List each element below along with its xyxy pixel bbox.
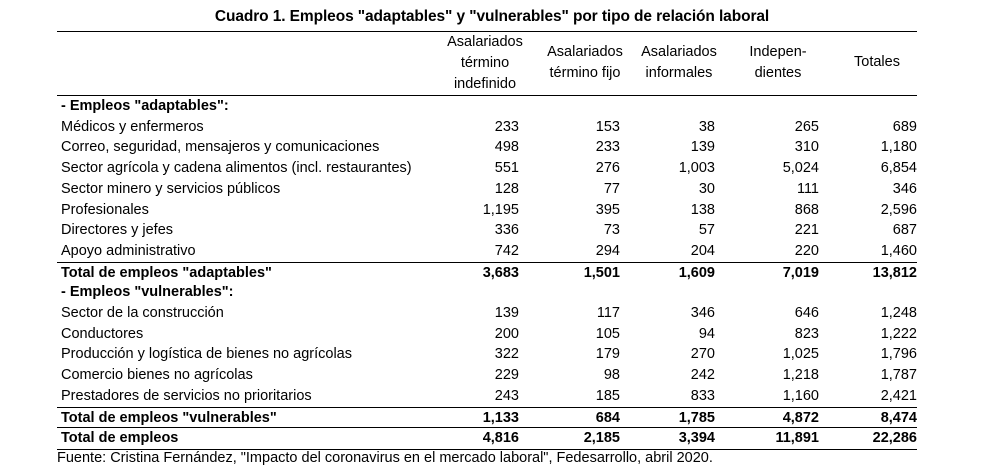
section-adaptables (57, 96, 917, 117)
total-adaptables-row-value-2: 1,609 (678, 264, 715, 281)
table-row-value-3: 310 (794, 139, 819, 156)
table-row-label: Apoyo administrativo (61, 242, 196, 259)
table-row-value-1: 395 (595, 201, 620, 218)
table-row (57, 158, 917, 179)
total-vulnerables-row-value-4: 8,474 (880, 409, 917, 426)
table-row-value-2: 270 (690, 346, 715, 363)
table-row (57, 137, 917, 158)
table-row-value-2: 38 (698, 118, 715, 135)
grand-total-row-value-1: 2,185 (583, 430, 620, 447)
grand-total-row-value-0: 4,816 (482, 430, 519, 447)
total-adaptables-row-value-4: 13,812 (872, 264, 917, 281)
table-row-value-0: 128 (494, 180, 519, 197)
table-row (57, 179, 917, 200)
total-adaptables-row-value-3: 7,019 (782, 264, 819, 281)
table-row (57, 386, 917, 407)
header-col-fijo: Asalariados término fijo (547, 44, 623, 81)
table-row-label: Comercio bienes no agrícolas (61, 367, 253, 384)
table-row-value-2: 57 (698, 222, 715, 239)
table-row-value-3: 220 (794, 242, 819, 259)
table-row-value-0: 336 (494, 222, 519, 239)
table-row-value-4: 346 (892, 180, 917, 197)
header-col-independientes: Indepen- dientes (749, 44, 807, 81)
table-row-value-2: 833 (690, 387, 715, 404)
table-row-value-0: 498 (494, 139, 519, 156)
total-vulnerables-row-value-3: 4,872 (782, 409, 819, 426)
total-vulnerables-row-value-1: 684 (595, 409, 620, 426)
total-adaptables-row-value-0: 3,683 (482, 264, 519, 281)
section-adaptables-label: - Empleos "adaptables": (61, 98, 229, 114)
table-row-value-3: 823 (794, 325, 819, 342)
table-row (57, 117, 917, 138)
table-row-value-0: 322 (494, 346, 519, 363)
table-row-label: Directores y jefes (61, 222, 174, 239)
section-vulnerables (57, 282, 917, 303)
header-col-indefinido: Asalariados término indefinido (447, 34, 523, 92)
table-row-value-3: 1,160 (782, 387, 819, 404)
table-row-value-0: 200 (494, 325, 519, 342)
total-adaptables-row-label: Total de empleos "adaptables" (61, 264, 272, 281)
table-row-value-4: 1,796 (880, 346, 917, 363)
table-row-value-1: 179 (595, 346, 620, 363)
table-row-value-0: 1,195 (482, 201, 519, 218)
table-row (57, 303, 917, 324)
table-row-value-0: 742 (494, 242, 519, 259)
table-row-value-4: 2,596 (880, 201, 917, 218)
table-row-value-1: 73 (603, 222, 620, 239)
total-vulnerables-row-value-2: 1,785 (678, 409, 715, 426)
grand-total-row-value-3: 11,891 (775, 430, 819, 447)
table-row (57, 241, 917, 262)
table-row-value-4: 1,460 (880, 242, 917, 259)
table-row-value-4: 1,222 (880, 325, 917, 342)
table-row-value-1: 98 (603, 367, 620, 384)
table-row-value-3: 1,025 (782, 346, 819, 363)
table-row-value-0: 233 (494, 118, 519, 135)
table-row-value-3: 111 (796, 180, 819, 197)
table-row-value-2: 138 (690, 201, 715, 218)
table-row-label: Médicos y enfermeros (61, 118, 204, 135)
table-row-value-4: 687 (892, 222, 917, 239)
table-row-value-2: 30 (698, 180, 715, 197)
table-row (57, 324, 917, 345)
total-adaptables-row-value-1: 1,501 (583, 264, 620, 281)
table-row-label: Conductores (61, 325, 144, 342)
table-row-value-1: 276 (595, 160, 620, 177)
table-row-value-2: 94 (698, 325, 715, 342)
table-row-value-1: 105 (595, 325, 620, 342)
table-row-value-3: 265 (794, 118, 819, 135)
table-row-label: Producción y logística de bienes no agrícolas (61, 346, 352, 363)
table-row (57, 200, 917, 221)
table-row-value-4: 1,787 (880, 367, 917, 384)
table-title: Cuadro 1. Empleos "adaptables" y "vulnerables" por tipo de relación laboral (214, 8, 770, 25)
table-row-value-4: 689 (892, 118, 917, 135)
total-vulnerables-row-label: Total de empleos "vulnerables" (61, 409, 277, 426)
table-row-value-1: 77 (603, 180, 620, 197)
total-vulnerables-row-value-0: 1,133 (482, 409, 519, 426)
table-row-label: Profesionales (61, 201, 149, 218)
table-header (57, 32, 917, 92)
table-row (57, 344, 917, 365)
table-row-value-1: 117 (596, 305, 620, 321)
table-row (57, 365, 917, 386)
table-row-value-0: 229 (494, 367, 519, 384)
grand-total-row-value-4: 22,286 (872, 430, 917, 447)
table-row-value-0: 551 (494, 160, 519, 177)
table-row-value-1: 185 (595, 387, 620, 404)
source-note: Fuente: Cristina Fernández, "Impacto del coronavirus en el mercado laboral", Fedesarrollo, abril 2020. (57, 450, 713, 466)
table-row-value-1: 153 (595, 118, 620, 135)
table-row-value-4: 2,421 (880, 387, 917, 404)
header-col-informales: Asalariados informales (641, 44, 717, 81)
table-row-label: Sector agrícola y cadena alimentos (incl. restaurantes) (61, 160, 412, 177)
table-row-value-4: 1,180 (880, 139, 917, 156)
table-row-value-2: 242 (690, 367, 715, 384)
table-row-value-2: 204 (690, 242, 715, 259)
section-vulnerables-label: - Empleos "vulnerables": (61, 284, 234, 301)
table-row-value-2: 139 (690, 139, 715, 156)
table-row-label: Prestadores de servicios no prioritarios (61, 387, 312, 404)
table-row-value-0: 243 (494, 387, 519, 404)
table-row-value-4: 1,248 (880, 305, 917, 321)
table-row-value-1: 233 (595, 139, 620, 156)
table-row-label: Correo, seguridad, mensajeros y comunicaciones (61, 139, 380, 156)
total-adaptables-row (57, 262, 917, 284)
table-row-value-3: 646 (794, 305, 819, 321)
table-row (57, 220, 917, 241)
grand-total-row-label: Total de empleos (61, 430, 179, 447)
table-row-value-2: 1,003 (678, 160, 715, 177)
grand-total-row-value-2: 3,394 (678, 430, 715, 447)
table-row-value-1: 294 (595, 242, 620, 259)
table-row-value-3: 221 (794, 222, 819, 239)
table-row-value-2: 346 (690, 305, 715, 321)
table-row-value-3: 1,218 (782, 367, 819, 384)
table-row-value-3: 868 (794, 201, 819, 218)
table-row-value-0: 139 (494, 305, 519, 321)
table-row-label: Sector de la construcción (61, 305, 224, 321)
table-row-value-3: 5,024 (782, 160, 819, 177)
table-row-label: Sector minero y servicios públicos (61, 180, 281, 197)
grand-total-row (57, 427, 917, 450)
table-row-value-4: 6,854 (880, 160, 917, 177)
header-col-totales: Totales (854, 54, 900, 70)
total-vulnerables-row (57, 407, 917, 429)
